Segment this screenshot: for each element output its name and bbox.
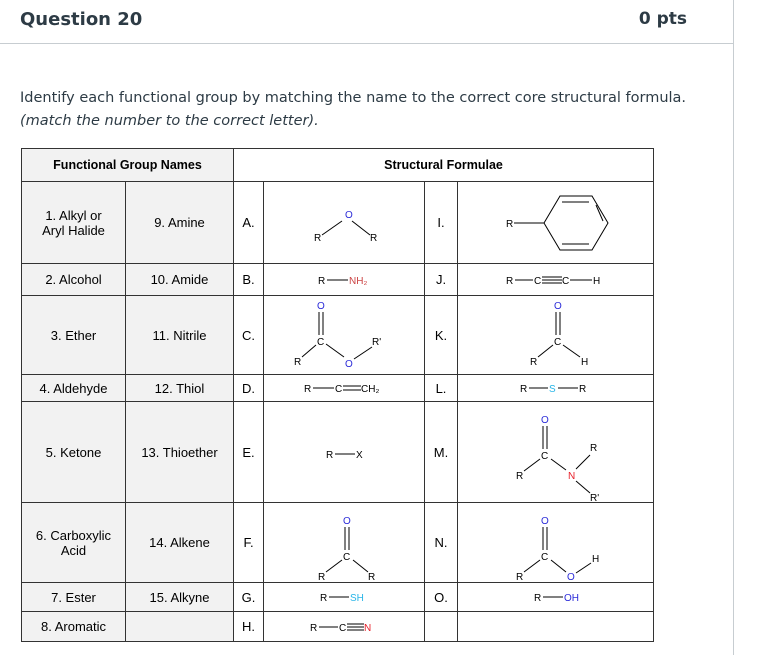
atom: R: [590, 442, 598, 454]
atom: H: [592, 553, 600, 565]
atom: R: [318, 571, 326, 582]
functional-group-table: [21, 148, 654, 642]
letter-cell: G.: [234, 583, 264, 612]
formula-D: [264, 375, 425, 402]
atom: C: [343, 551, 351, 563]
formula-empty: [458, 612, 654, 642]
name-cell: 9. Amine: [126, 182, 234, 264]
atom: O: [541, 515, 549, 527]
prompt-text: Identify each functional group by matching the name to the correct core structural formula.: [20, 90, 687, 106]
atom: O: [345, 209, 353, 221]
atom: C: [554, 336, 562, 348]
atom: R: [530, 356, 538, 368]
letter-cell: J.: [425, 264, 458, 296]
name-cell: 13. Thioether: [126, 402, 234, 503]
prompt-italic: (match the number to the correct letter).: [20, 113, 319, 129]
atom: SH: [350, 592, 364, 604]
atom: R': [372, 336, 382, 348]
letter-cell: A.: [234, 182, 264, 264]
name-cell: 7. Ester: [22, 583, 126, 612]
name-cell: 5. Ketone: [22, 402, 126, 503]
formula-C: [264, 296, 425, 375]
formula-O: [458, 583, 654, 612]
question-header: [0, 0, 734, 44]
formula-H: [264, 612, 425, 642]
letter-cell: M.: [425, 402, 458, 503]
letter-cell: B.: [234, 264, 264, 296]
formula-F: [264, 503, 425, 583]
name-cell: 8. Aromatic: [22, 612, 126, 642]
atom: R: [294, 356, 302, 368]
formula-I: [458, 182, 654, 264]
atom: C: [541, 551, 549, 563]
formula-N: [458, 503, 654, 583]
atom: C: [534, 275, 542, 287]
atom: O: [317, 300, 325, 312]
question-title: Question 20: [20, 9, 143, 30]
formula-B: [264, 264, 425, 296]
formula-E: [264, 402, 425, 503]
atom: R: [534, 592, 542, 604]
atom: N: [568, 470, 576, 482]
atom: R: [318, 275, 326, 287]
atom: C: [562, 275, 570, 287]
name-cell: 15. Alkyne: [126, 583, 234, 612]
atom: R: [370, 232, 378, 244]
atom: C: [335, 383, 343, 395]
letter-cell: H.: [234, 612, 264, 642]
letter-cell: [425, 612, 458, 642]
name-cell: 2. Alcohol: [22, 264, 126, 296]
letter-cell: L.: [425, 375, 458, 402]
atom: C: [541, 450, 549, 462]
atom: R: [579, 383, 587, 395]
panel-border: [733, 0, 734, 655]
formula-L: [458, 375, 654, 402]
atom: H: [581, 356, 589, 368]
question-prompt: [20, 87, 720, 133]
atom: R: [506, 275, 514, 287]
atom: O: [343, 515, 351, 527]
letter-cell: D.: [234, 375, 264, 402]
letter-cell: N.: [425, 503, 458, 583]
letter-cell: C.: [234, 296, 264, 375]
letter-cell: F.: [234, 503, 264, 583]
name-cell: 11. Nitrile: [126, 296, 234, 375]
atom: X: [356, 449, 363, 461]
name-cell: [126, 612, 234, 642]
atom: O: [567, 571, 575, 582]
letter-cell: O.: [425, 583, 458, 612]
name-cell: 14. Alkene: [126, 503, 234, 583]
atom: CH₂: [361, 383, 380, 395]
atom: C: [317, 336, 325, 348]
name-cell: 4. Aldehyde: [22, 375, 126, 402]
atom: H: [593, 275, 601, 287]
header-names: Functional Group Names: [22, 149, 234, 182]
atom: R: [320, 592, 328, 604]
atom: O: [554, 300, 562, 312]
letter-cell: E.: [234, 402, 264, 503]
name-cell: 1. Alkyl or Aryl Halide: [22, 182, 126, 264]
name-cell: 12. Thiol: [126, 375, 234, 402]
letter-cell: I.: [425, 182, 458, 264]
formula-J: [458, 264, 654, 296]
formula-M: [458, 402, 654, 503]
formula-G: [264, 583, 425, 612]
atom: R: [520, 383, 528, 395]
atom: R: [516, 571, 524, 582]
atom: R: [326, 449, 334, 461]
atom: R: [304, 383, 312, 395]
atom: R: [314, 232, 322, 244]
atom: O: [345, 358, 353, 370]
name-cell: 6. Carboxylic Acid: [22, 503, 126, 583]
formula-K: [458, 296, 654, 375]
name-cell: 3. Ether: [22, 296, 126, 375]
atom: NH₂: [349, 275, 368, 287]
atom: R': [590, 492, 600, 502]
atom: R: [368, 571, 376, 582]
atom: O: [541, 414, 549, 426]
name-cell: 10. Amide: [126, 264, 234, 296]
atom: C: [339, 622, 347, 634]
question-points: 0 pts: [638, 9, 687, 29]
atom: OH: [564, 592, 579, 604]
atom: R: [506, 218, 514, 230]
atom: R: [516, 470, 524, 482]
letter-cell: K.: [425, 296, 458, 375]
atom: R: [310, 622, 318, 634]
atom: S: [549, 383, 556, 395]
formula-A: [264, 182, 425, 264]
atom: N: [364, 622, 372, 634]
header-formulae: Structural Formulae: [234, 149, 654, 182]
